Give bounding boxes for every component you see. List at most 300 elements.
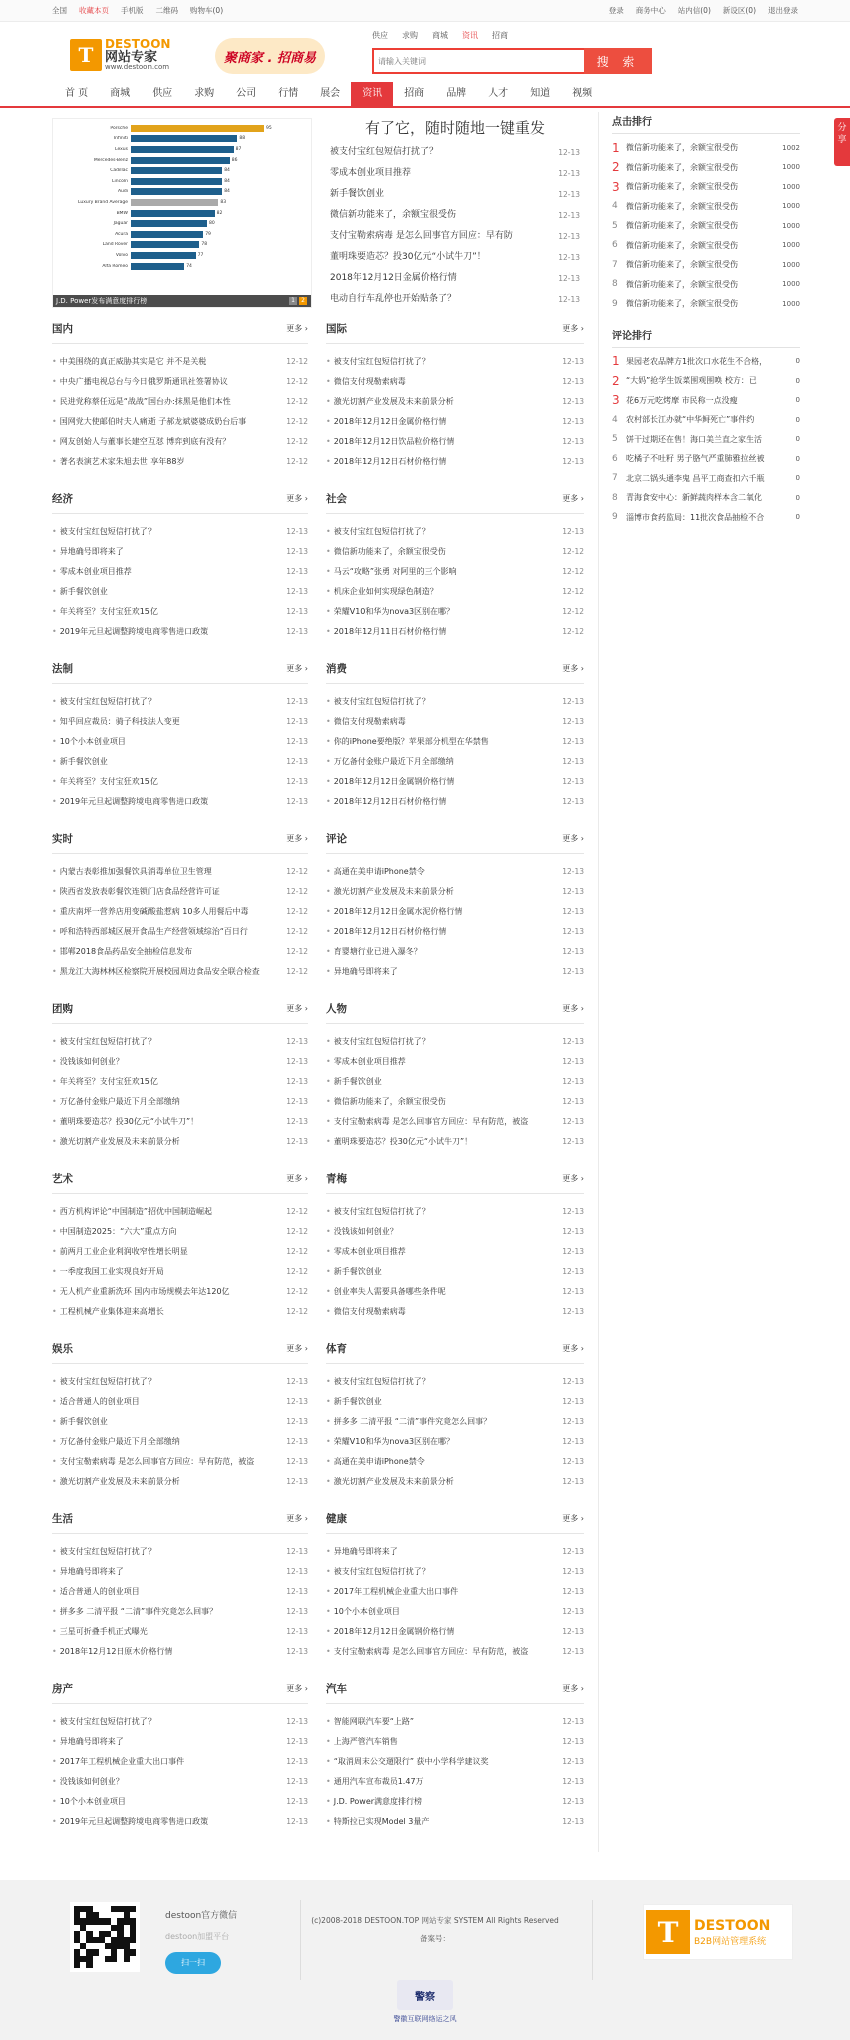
- police-badge[interactable]: [385, 1980, 465, 2024]
- news-item-title[interactable]: • 一季度我国工业实现良好开局: [52, 1262, 164, 1282]
- news-item-title[interactable]: • 呼和浩特西部城区展开食品生产经营领域综治“百日行: [52, 922, 248, 942]
- topbar-link[interactable]: 全国: [52, 6, 67, 15]
- news-item[interactable]: [52, 1752, 308, 1772]
- news-item[interactable]: [326, 1372, 584, 1392]
- nav-item[interactable]: 公司: [236, 88, 257, 99]
- hot-rank-item[interactable]: [612, 158, 800, 178]
- more-link[interactable]: 更多 ›: [562, 1344, 584, 1353]
- nav-item[interactable]: 品牌: [446, 88, 467, 99]
- news-item-title[interactable]: • 特斯拉已实现Model 3量产: [326, 1812, 429, 1832]
- news-item-title[interactable]: • 通用汽车宣布裁员1.47万: [326, 1772, 424, 1792]
- news-item[interactable]: [326, 1752, 584, 1772]
- section-title[interactable]: 团购: [52, 1003, 73, 1015]
- news-item-title[interactable]: • 异地确号即将来了: [326, 962, 398, 982]
- topbar-link[interactable]: 新设区(0): [722, 6, 756, 15]
- news-item-title[interactable]: • 2018年12月12日金属钢价格行情: [326, 772, 454, 792]
- news-item[interactable]: [52, 792, 308, 812]
- nav-item[interactable]: 商城: [110, 88, 131, 99]
- topbar-link[interactable]: 收藏本页: [79, 6, 109, 15]
- news-item[interactable]: [52, 1052, 308, 1072]
- news-item-title[interactable]: • J.D. Power满意度排行榜: [326, 1792, 422, 1812]
- news-item[interactable]: [52, 1242, 308, 1262]
- headline-item-title[interactable]: 2018年12月12日金属价格行情: [330, 273, 457, 283]
- news-item[interactable]: [326, 562, 584, 582]
- news-item[interactable]: [326, 792, 584, 812]
- news-item[interactable]: [52, 1392, 308, 1412]
- news-item[interactable]: [52, 582, 308, 602]
- hot-rank-item[interactable]: [612, 275, 800, 295]
- news-item-title[interactable]: • 年关将至？支付宝狂欢15亿: [52, 1072, 158, 1092]
- news-item-title[interactable]: • 没钱该如何创业？: [52, 1772, 124, 1792]
- news-item-title[interactable]: • 新手餐饮创业: [326, 1262, 382, 1282]
- news-item[interactable]: [52, 562, 308, 582]
- nav-item[interactable]: 招商: [404, 88, 425, 99]
- news-item-title[interactable]: • 荣耀V10和华为nova3区别在哪？: [326, 1432, 454, 1452]
- news-item[interactable]: [326, 942, 584, 962]
- rank-title[interactable]: 微信新功能来了，余额宝很受伤: [626, 279, 738, 289]
- news-item-title[interactable]: • 2018年12月11日石材价格行情: [326, 622, 446, 642]
- headline-title[interactable]: 有了它，随时随地一键重发: [364, 119, 545, 137]
- news-item[interactable]: [52, 522, 308, 542]
- news-item-title[interactable]: • 马云“攻略”张勇 对阿里的三个影响: [326, 562, 457, 582]
- topbar-link[interactable]: 二维码: [155, 6, 178, 15]
- news-item[interactable]: [326, 1302, 584, 1322]
- news-item[interactable]: [326, 1132, 584, 1152]
- news-item-title[interactable]: • 微信新功能来了，余额宝很受伤: [326, 542, 446, 562]
- search-tab[interactable]: 供应: [372, 31, 388, 40]
- news-item-title[interactable]: • 2018年12月12日饮品粒价格行情: [326, 432, 454, 452]
- news-item[interactable]: [326, 922, 584, 942]
- news-item[interactable]: [326, 1542, 584, 1562]
- search-tab[interactable]: 资讯: [462, 31, 478, 40]
- news-item[interactable]: [52, 1602, 308, 1622]
- comment-rank-item[interactable]: [612, 391, 800, 411]
- news-item-title[interactable]: • 民进党称蔡任远是“战战”国台办:抹黑是他们本性: [52, 392, 231, 412]
- news-item[interactable]: [326, 582, 584, 602]
- rank-title[interactable]: 微信新功能来了，余额宝很受伤: [626, 182, 738, 192]
- news-item-title[interactable]: • 育婴塘行业已进入瀑冬？: [326, 942, 422, 962]
- news-item-title[interactable]: • 适合普通人的创业项目: [52, 1582, 140, 1602]
- news-item[interactable]: [326, 1642, 584, 1662]
- section-title[interactable]: 汽车: [326, 1683, 347, 1695]
- news-item-title[interactable]: • 2018年12月12日原木价格行情: [52, 1642, 172, 1662]
- news-item[interactable]: [326, 692, 584, 712]
- news-item[interactable]: [326, 352, 584, 372]
- news-item[interactable]: [326, 1112, 584, 1132]
- scan-button[interactable]: 扫一扫: [165, 1952, 221, 1974]
- news-item[interactable]: [326, 1602, 584, 1622]
- section-title[interactable]: 国际: [326, 323, 347, 335]
- topbar-link[interactable]: 购物车(0): [190, 6, 224, 15]
- hot-rank-item[interactable]: [612, 197, 800, 217]
- news-item-title[interactable]: • 前两月工业企业利润收窄性增长明显: [52, 1242, 188, 1262]
- news-item[interactable]: [326, 1472, 584, 1492]
- news-item-title[interactable]: • 机床企业如何实现绿色制造？: [326, 582, 438, 602]
- news-item-title[interactable]: • 董明珠要造芯？投30亿元“小试牛刀”！: [326, 1132, 472, 1152]
- rank-title[interactable]: 花6万元吃烤摩 市民称一点没瘦: [626, 395, 738, 405]
- rank-title[interactable]: 微信新功能来了，余额宝很受伤: [626, 299, 738, 309]
- news-item[interactable]: [326, 1732, 584, 1752]
- news-item[interactable]: [326, 1032, 584, 1052]
- news-item[interactable]: [326, 412, 584, 432]
- headline-item[interactable]: [330, 226, 580, 247]
- nav-item[interactable]: 人才: [488, 88, 509, 99]
- news-item[interactable]: [326, 1712, 584, 1732]
- news-item-title[interactable]: • 国网党大使邮伯时夫人痛逝 子郝龙斌婆婆成奶台后事: [52, 412, 246, 432]
- more-link[interactable]: 更多 ›: [286, 1684, 308, 1693]
- news-item-title[interactable]: • 激光切割产业发展及未来前景分析: [326, 1472, 454, 1492]
- news-item[interactable]: [52, 1732, 308, 1752]
- news-item-title[interactable]: • 万亿备付金账户最近下月全部缴纳: [52, 1092, 180, 1112]
- news-item-title[interactable]: • 支付宝勒索病毒 是怎么回事官方回应：早有防范，被盗: [326, 1642, 528, 1662]
- news-item[interactable]: [326, 1282, 584, 1302]
- news-item[interactable]: [52, 392, 308, 412]
- news-item[interactable]: [326, 1052, 584, 1072]
- news-item-title[interactable]: • 适合普通人的创业项目: [52, 1392, 140, 1412]
- news-item-title[interactable]: • 2018年12月12日金属价格行情: [326, 412, 446, 432]
- news-item-title[interactable]: • “取消周末公交遛限行” 获中小学科学建议奖: [326, 1752, 489, 1772]
- news-item[interactable]: [52, 1642, 308, 1662]
- section-title[interactable]: 国内: [52, 323, 73, 335]
- nav-item[interactable]: 资讯: [351, 82, 393, 106]
- news-item[interactable]: [326, 452, 584, 472]
- headline-item-title[interactable]: 支付宝勒索病毒 是怎么回事官方回应：早有防: [330, 231, 513, 241]
- news-item[interactable]: [326, 902, 584, 922]
- hot-rank-item[interactable]: [612, 294, 800, 314]
- news-item[interactable]: [326, 602, 584, 622]
- more-link[interactable]: 更多 ›: [562, 834, 584, 843]
- news-item-title[interactable]: • 新手餐饮创业: [52, 752, 108, 772]
- news-item-title[interactable]: • 异地确号即将来了: [52, 1562, 124, 1582]
- news-item-title[interactable]: • 内蒙古表彰推加强餐饮具消毒单位卫生管理: [52, 862, 212, 882]
- news-item-title[interactable]: • 工程机械产业集体迎来高增长: [52, 1302, 164, 1322]
- more-link[interactable]: 更多 ›: [286, 664, 308, 673]
- more-link[interactable]: 更多 ›: [562, 1684, 584, 1693]
- news-item[interactable]: [52, 412, 308, 432]
- news-item-title[interactable]: • 10个小本创业项目: [52, 1792, 126, 1812]
- topbar-link[interactable]: 手机版: [121, 6, 144, 15]
- section-title[interactable]: 评论: [326, 833, 347, 845]
- section-title[interactable]: 青梅: [326, 1173, 347, 1185]
- section-title[interactable]: 人物: [326, 1003, 347, 1015]
- news-item-title[interactable]: • 被支付宝红包短信打扰了？: [326, 692, 430, 712]
- section-title[interactable]: 体育: [326, 1343, 347, 1355]
- news-item-title[interactable]: • 激光切割产业发展及未来前景分析: [52, 1132, 180, 1152]
- news-item-title[interactable]: • 中央广播电视总台与今日俄罗斯通讯社签署协议: [52, 372, 228, 392]
- news-item-title[interactable]: • 邯郸2018食品药品安全抽检信息发布: [52, 942, 192, 962]
- news-item-title[interactable]: • 新手餐饮创业: [52, 1412, 108, 1432]
- rank-title[interactable]: 北京二锅头通李鬼 昌平工商查扣六千瓶: [626, 473, 765, 483]
- news-item-title[interactable]: • 年关将至？支付宝狂欢15亿: [52, 602, 158, 622]
- rank-title[interactable]: 微信新功能来了，余额宝很受伤: [626, 260, 738, 270]
- section-title[interactable]: 法制: [52, 663, 73, 675]
- news-item-title[interactable]: • 被支付宝红包短信打扰了？: [52, 1542, 156, 1562]
- rank-title[interactable]: 青海食安中心：新鲜蔬肉样本含二氧化: [626, 493, 762, 503]
- news-item-title[interactable]: • 2019年元旦起调整跨境电商零售进口政策: [52, 1812, 208, 1832]
- headline-item-title[interactable]: 电动自行车乱停也开始贴条了？: [330, 294, 457, 304]
- rank-title[interactable]: 微信新功能来了，余额宝很受伤: [626, 221, 738, 231]
- news-item-title[interactable]: • 黑龙江大海林林区检察院开展校园周边食品安全联合检查: [52, 962, 260, 982]
- news-item-title[interactable]: • 被支付宝红包短信打扰了？: [326, 522, 430, 542]
- comment-rank-item[interactable]: [612, 449, 800, 469]
- news-item-title[interactable]: • 被支付宝红包短信打扰了？: [52, 522, 156, 542]
- rank-title[interactable]: 果园老农品牌方1批次口水花生不合格，: [626, 356, 768, 366]
- news-item[interactable]: [52, 1262, 308, 1282]
- news-item[interactable]: [326, 1242, 584, 1262]
- news-item[interactable]: [326, 392, 584, 412]
- news-item[interactable]: [52, 772, 308, 792]
- more-link[interactable]: 更多 ›: [286, 494, 308, 503]
- news-item[interactable]: [326, 1582, 584, 1602]
- news-item-title[interactable]: • 微信支付现勒索病毒: [326, 712, 406, 732]
- news-item-title[interactable]: • 拼多多 二清平报 “二清”事件究竟怎么回事？: [52, 1602, 217, 1622]
- news-item-title[interactable]: • 微信新功能来了，余额宝很受伤: [326, 1092, 446, 1112]
- headline-item-title[interactable]: 被支付宝红包短信打扰了？: [330, 147, 439, 157]
- nav-item[interactable]: 知道: [530, 88, 551, 99]
- news-item[interactable]: [52, 452, 308, 472]
- more-link[interactable]: 更多 ›: [286, 834, 308, 843]
- news-item[interactable]: [52, 922, 308, 942]
- rank-title[interactable]: 微信新功能来了，余额宝很受伤: [626, 162, 738, 172]
- news-item[interactable]: [326, 1622, 584, 1642]
- news-item-title[interactable]: • 2018年12月12日金属钢价格行情: [326, 1622, 454, 1642]
- news-item-title[interactable]: • 被支付宝红包短信打扰了？: [52, 1032, 156, 1052]
- news-item[interactable]: [326, 712, 584, 732]
- news-item-title[interactable]: • 零成本创业项目推荐: [326, 1052, 406, 1072]
- news-item[interactable]: [52, 1812, 308, 1832]
- more-link[interactable]: 更多 ›: [562, 1004, 584, 1013]
- news-item[interactable]: [52, 1222, 308, 1242]
- section-title[interactable]: 艺术: [52, 1173, 73, 1185]
- more-link[interactable]: 更多 ›: [562, 1514, 584, 1523]
- news-item[interactable]: [52, 1112, 308, 1132]
- news-item[interactable]: [52, 1712, 308, 1732]
- section-title[interactable]: 房产: [52, 1683, 73, 1695]
- comment-rank-item[interactable]: [612, 469, 800, 489]
- news-item-title[interactable]: • 万亿备付金账户最近下月全部缴纳: [326, 752, 454, 772]
- news-item[interactable]: [52, 1472, 308, 1492]
- news-item[interactable]: [326, 1092, 584, 1112]
- hot-rank-item[interactable]: [612, 255, 800, 275]
- more-link[interactable]: 更多 ›: [562, 1174, 584, 1183]
- section-title[interactable]: 生活: [52, 1513, 73, 1525]
- search-tab[interactable]: 求购: [402, 31, 418, 40]
- news-item[interactable]: [52, 1372, 308, 1392]
- news-item-title[interactable]: • 2018年12月12日石材价格行情: [326, 792, 446, 812]
- news-item-title[interactable]: • 激光切割产业发展及未来前景分析: [326, 392, 454, 412]
- news-item[interactable]: [52, 1452, 308, 1472]
- news-item-title[interactable]: • 三星可折叠手机正式曝光: [52, 1622, 148, 1642]
- search-tab[interactable]: 商城: [432, 31, 448, 40]
- news-item[interactable]: [52, 1772, 308, 1792]
- news-item[interactable]: [52, 542, 308, 562]
- news-item[interactable]: [52, 1032, 308, 1052]
- topbar-link[interactable]: 商务中心: [635, 6, 666, 15]
- news-item[interactable]: [52, 1412, 308, 1432]
- news-item[interactable]: [52, 1562, 308, 1582]
- news-item[interactable]: [52, 1622, 308, 1642]
- news-item[interactable]: [326, 772, 584, 792]
- news-item-title[interactable]: • 2019年元旦起调整跨境电商零售进口政策: [52, 792, 208, 812]
- news-item[interactable]: [52, 862, 308, 882]
- news-item[interactable]: [326, 1202, 584, 1222]
- news-item[interactable]: [52, 432, 308, 452]
- news-item-title[interactable]: • 异地确号即将来了: [52, 542, 124, 562]
- news-item-title[interactable]: • 2017年工程机械企业重大出口事件: [326, 1582, 458, 1602]
- topbar-link[interactable]: 登录: [608, 6, 624, 15]
- news-item[interactable]: [326, 1392, 584, 1412]
- news-item[interactable]: [52, 1202, 308, 1222]
- news-item-title[interactable]: • 2019年元旦起调整跨境电商零售进口政策: [52, 622, 208, 642]
- news-item-title[interactable]: • 没钱该如何创业？: [52, 1052, 124, 1072]
- section-title[interactable]: 经济: [52, 493, 73, 505]
- news-item-title[interactable]: • 被支付宝红包短信打扰了？: [52, 1372, 156, 1392]
- nav-item[interactable]: 视频: [572, 88, 593, 99]
- news-item-title[interactable]: • 高通在美申请iPhone禁令: [326, 862, 425, 882]
- news-item-title[interactable]: • 中美围绕的真正威胁其实是它 并不是关税: [52, 352, 206, 372]
- news-item[interactable]: [326, 1072, 584, 1092]
- comment-rank-item[interactable]: [612, 371, 800, 391]
- news-item[interactable]: [326, 432, 584, 452]
- news-item-title[interactable]: • 被支付宝红包短信打扰了？: [52, 1712, 156, 1732]
- news-item-title[interactable]: • 智能网联汽车要“上路”: [326, 1712, 414, 1732]
- comment-rank-item[interactable]: [612, 488, 800, 508]
- rank-title[interactable]: “大妈”抢学生饭菜围观围唤 校方：已: [626, 376, 757, 386]
- more-link[interactable]: 更多 ›: [562, 494, 584, 503]
- news-item-title[interactable]: • 你的iPhone要绝版？苹果部分机型在华禁售: [326, 732, 489, 752]
- nav-item[interactable]: 求购: [194, 88, 215, 99]
- news-item-title[interactable]: • 没钱该如何创业？: [326, 1222, 398, 1242]
- news-item[interactable]: [326, 1262, 584, 1282]
- news-item[interactable]: [52, 692, 308, 712]
- news-item[interactable]: [326, 962, 584, 982]
- news-item-title[interactable]: • 零成本创业项目推荐: [52, 562, 132, 582]
- news-item[interactable]: [326, 752, 584, 772]
- section-title[interactable]: 实时: [52, 833, 73, 845]
- news-item-title[interactable]: • 西方机构评论“中国制造”招优中国制造崛起: [52, 1202, 212, 1222]
- news-item-title[interactable]: • 被支付宝红包短信打扰了？: [326, 1372, 430, 1392]
- search-input[interactable]: [372, 48, 584, 74]
- more-link[interactable]: 更多 ›: [286, 1174, 308, 1183]
- rank-title[interactable]: 微信新功能来了，余额宝很受伤: [626, 201, 738, 211]
- news-item[interactable]: [52, 1132, 308, 1152]
- nav-item[interactable]: 首 页: [65, 88, 89, 99]
- news-item-title[interactable]: • 网友创始人与董事长建空互怼 博弈到底有没有？: [52, 432, 230, 452]
- footer-logo[interactable]: [643, 1904, 793, 1960]
- slide-dot[interactable]: 1: [289, 297, 297, 305]
- news-item-title[interactable]: • 支付宝勒索病毒 是怎么回事官方回应：早有防范，被盗: [52, 1452, 254, 1472]
- slide-banner[interactable]: [52, 118, 312, 308]
- news-item-title[interactable]: • 2018年12月12日金属水泥价格行情: [326, 902, 462, 922]
- news-item[interactable]: [326, 1562, 584, 1582]
- news-item-title[interactable]: • 2017年工程机械企业重大出口事件: [52, 1752, 184, 1772]
- news-item-title[interactable]: • 新手餐饮创业: [326, 1392, 382, 1412]
- section-title[interactable]: 健康: [326, 1513, 347, 1525]
- comment-rank-item[interactable]: [612, 430, 800, 450]
- news-item-title[interactable]: • 激光切割产业发展及未来前景分析: [52, 1472, 180, 1492]
- news-item-title[interactable]: • 陕西省发放表彰餐饮连锁门店食品经营许可证: [52, 882, 220, 902]
- nav-item[interactable]: 行情: [278, 88, 299, 99]
- news-item-title[interactable]: • 拼多多 二清平报 “二清”事件究竟怎么回事？: [326, 1412, 491, 1432]
- hot-rank-item[interactable]: [612, 177, 800, 197]
- news-item-title[interactable]: • 10个小本创业项目: [52, 732, 126, 752]
- news-item-title[interactable]: • 年关将至？支付宝狂欢15亿: [52, 772, 158, 792]
- headline-item-title[interactable]: 零成本创业项目推荐: [330, 168, 412, 178]
- news-item[interactable]: [52, 372, 308, 392]
- news-item-title[interactable]: • 被支付宝红包短信打扰了？: [326, 1202, 430, 1222]
- news-item-title[interactable]: • 被支付宝红包短信打扰了？: [52, 692, 156, 712]
- news-item[interactable]: [52, 712, 308, 732]
- news-item[interactable]: [326, 1222, 584, 1242]
- news-item-title[interactable]: • 万亿备付金账户最近下月全部缴纳: [52, 1432, 180, 1452]
- news-item-title[interactable]: • 10个小本创业项目: [326, 1602, 400, 1622]
- news-item-title[interactable]: • 新手餐饮创业: [52, 582, 108, 602]
- news-item[interactable]: [52, 882, 308, 902]
- news-item[interactable]: [52, 752, 308, 772]
- news-item-title[interactable]: • 无人机产业重新洗环 国内市场规模去年达120亿: [52, 1282, 230, 1302]
- rank-title[interactable]: 微信新功能来了，余额宝很受伤: [626, 240, 738, 250]
- news-item-title[interactable]: • 异地确号即将来了: [326, 1542, 398, 1562]
- news-item[interactable]: [326, 1812, 584, 1832]
- search-button[interactable]: 搜 索: [584, 48, 652, 74]
- news-item-title[interactable]: • 异地确号即将来了: [52, 1732, 124, 1752]
- news-item-title[interactable]: • 新手餐饮创业: [326, 1072, 382, 1092]
- section-title[interactable]: 社会: [326, 493, 347, 505]
- news-item-title[interactable]: • 2018年12月12日石材价格行情: [326, 922, 446, 942]
- news-item-title[interactable]: • 上海严管汽车销售: [326, 1732, 398, 1752]
- more-link[interactable]: 更多 ›: [562, 324, 584, 333]
- share-button[interactable]: 分享: [834, 118, 850, 166]
- news-item[interactable]: [326, 882, 584, 902]
- news-item[interactable]: [326, 542, 584, 562]
- news-item[interactable]: [52, 1542, 308, 1562]
- news-item-title[interactable]: • 创业率失人需要具备哪些条件呢: [326, 1282, 446, 1302]
- news-item[interactable]: [52, 602, 308, 622]
- rank-title[interactable]: 吃橘子不吐籽 男子胳气严重肺雅拉丝被: [626, 454, 765, 464]
- news-item-title[interactable]: • 重庆南坪一营养店用变碱酸盐惹病 10多人用餐后中毒: [52, 902, 248, 922]
- news-item[interactable]: [52, 962, 308, 982]
- news-item[interactable]: [52, 942, 308, 962]
- news-item-title[interactable]: • 零成本创业项目推荐: [326, 1242, 406, 1262]
- news-item[interactable]: [326, 1772, 584, 1792]
- news-item[interactable]: [52, 732, 308, 752]
- headline-item[interactable]: [330, 247, 580, 268]
- comment-rank-item[interactable]: [612, 410, 800, 430]
- news-item[interactable]: [52, 1282, 308, 1302]
- nav-item[interactable]: 展会: [320, 88, 341, 99]
- rank-title[interactable]: 微信新功能来了，余额宝很受伤: [626, 143, 738, 153]
- topbar-link[interactable]: 退出登录: [768, 6, 798, 15]
- topbar-link[interactable]: 站内信(0): [677, 6, 711, 15]
- hot-rank-item[interactable]: [612, 216, 800, 236]
- news-item-title[interactable]: • 被支付宝红包短信打扰了？: [326, 1032, 430, 1052]
- nav-item[interactable]: 供应: [152, 88, 173, 99]
- news-item-title[interactable]: • 中国制造2025：“六大”重点方向: [52, 1222, 176, 1242]
- rank-title[interactable]: 饼干过期还在售！海口美兰直之家生活: [626, 434, 762, 444]
- comment-rank-item[interactable]: [612, 352, 800, 372]
- more-link[interactable]: 更多 ›: [286, 324, 308, 333]
- news-item-title[interactable]: • 知乎回应裁员：骑子科技法人变更: [52, 712, 180, 732]
- headline-item[interactable]: [330, 205, 580, 226]
- section-title[interactable]: 消费: [326, 663, 347, 675]
- slide-dot[interactable]: 2: [299, 297, 307, 305]
- news-item[interactable]: [52, 1302, 308, 1322]
- news-item[interactable]: [326, 372, 584, 392]
- search-tab[interactable]: 招商: [492, 31, 508, 40]
- news-item-title[interactable]: • 2018年12月12日石材价格行情: [326, 452, 446, 472]
- news-item-title[interactable]: • 支付宝勒索病毒 是怎么回事官方回应：早有防范，被盗: [326, 1112, 528, 1132]
- news-item-title[interactable]: • 激光切割产业发展及未来前景分析: [326, 882, 454, 902]
